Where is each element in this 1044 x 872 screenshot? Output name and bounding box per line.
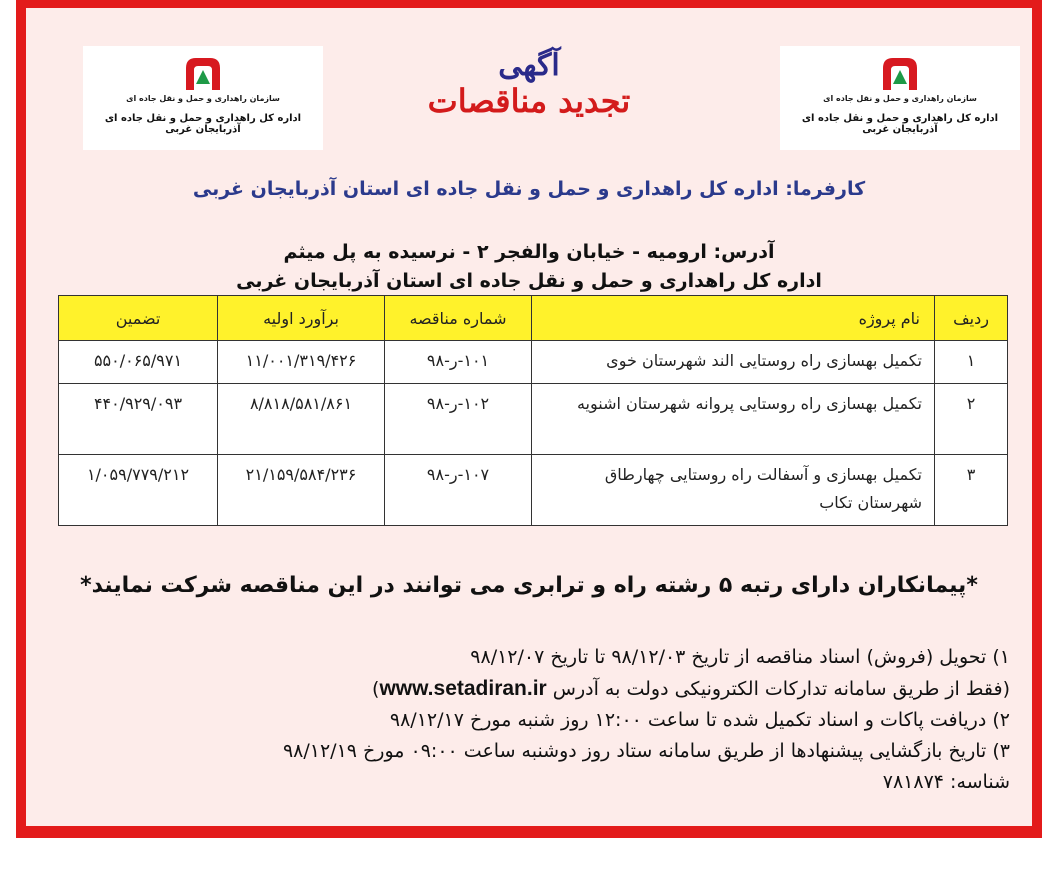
notice-label: آگهی — [498, 48, 560, 83]
address-line: آدرس: ارومیه - خیابان والفجر ۲ - نرسیده به پل میثم — [283, 241, 775, 263]
row-no-cell: ۲ — [935, 384, 1008, 455]
project-cell: تکمیل بهسازی راه روستایی الند شهرستان خوی — [532, 341, 935, 384]
guarantee-cell: ۵۵۰/۰۶۵/۹۷۱ — [59, 341, 218, 384]
note-submission-deadline: ۲) دریافت پاکات و اسناد تکمیل شده تا ساعت ۱۲:۰۰ روز شنبه مورخ ۹۸/۱۲/۱۷ — [389, 709, 1010, 731]
note-sale-dates: ۱) تحویل (فروش) اسناد مناقصه از تاریخ ۹۸/۱۲/۰۳ تا تاریخ ۹۸/۱۲/۰۷ — [470, 646, 1010, 668]
page-title: تجدید مناقصات — [427, 82, 631, 120]
table-row — [59, 384, 1008, 455]
guarantee-cell: ۱/۰۵۹/۷۷۹/۲۱۲ — [59, 455, 218, 526]
col-tender-no: شماره مناقصه — [385, 296, 532, 341]
table-row — [59, 341, 1008, 384]
note-setad-portal — [50, 673, 1010, 705]
ad-id: شناسه: ۷۸۱۸۷۴ — [882, 771, 1010, 793]
note-opening-date: ۳) تاریخ بازگشایی پیشنهادها از طریق سامانه ستاد روز دوشنبه ساعت ۰۹:۰۰ مورخ ۹۸/۱۲/۱۹ — [282, 740, 1010, 762]
col-project: نام پروژه — [532, 296, 935, 341]
logo-org-label: سازمان راهداری و حمل و نقل جاده ای — [126, 94, 280, 103]
estimate-cell: ۱۱/۰۰۱/۳۱۹/۴۲۶ — [218, 341, 385, 384]
col-guarantee: تضمین — [59, 296, 218, 341]
note-setad-close: ) — [372, 678, 380, 700]
table-header-row — [59, 296, 1008, 341]
project-cell: تکمیل بهسازی و آسفالت راه روستایی چهارطاق شهرستان تکاب — [532, 455, 935, 526]
tender-no-cell: ۱۰۷-ر-۹۸ — [385, 455, 532, 526]
tender-no-cell: ۱۰۲-ر-۹۸ — [385, 384, 532, 455]
row-no-cell: ۳ — [935, 455, 1008, 526]
ad-frame — [16, 0, 1042, 838]
table-row — [59, 455, 1008, 526]
tenders-table — [58, 295, 1008, 526]
ad-body — [26, 8, 1032, 826]
row-no-cell: ۱ — [935, 341, 1008, 384]
estimate-cell: ۸/۸۱۸/۵۸۱/۸۶۱ — [218, 384, 385, 455]
guarantee-cell: ۴۴۰/۹۲۹/۰۹۳ — [59, 384, 218, 455]
contractors-note: *پیمانکاران دارای رتبه ۵ رشته راه و ترابری می توانند در این مناقصه شرکت نمایند* — [80, 573, 978, 598]
col-row-no: ردیف — [935, 296, 1008, 341]
notes-block — [50, 642, 1010, 798]
employer-line: کارفرما: اداره کل راهداری و حمل و نقل جاده ای استان آذربایجان غربی — [192, 178, 866, 200]
col-estimate: برآورد اولیه — [218, 296, 385, 341]
setadiran-link[interactable]: www.setadiran.ir — [379, 677, 547, 700]
address-block — [26, 238, 1032, 296]
tender-no-cell: ۱۰۱-ر-۹۸ — [385, 341, 532, 384]
logo-org-label: سازمان راهداری و حمل و نقل جاده ای — [823, 94, 977, 103]
estimate-cell: ۲۱/۱۵۹/۵۸۴/۲۳۶ — [218, 455, 385, 526]
office-line: اداره کل راهداری و حمل و نقل جاده ای استان آذربایجان غربی — [236, 270, 822, 292]
project-cell: تکمیل بهسازی راه روستایی پروانه شهرستان اشنویه — [532, 384, 935, 455]
logo-office-name: اداره کل راهداری و حمل و نقل جاده ای آذربایجان غربی — [801, 113, 999, 135]
note-setad-text: (فقط از طریق سامانه تدارکات الکترونیکی دولت به آدرس — [552, 678, 1010, 700]
logo-office-name: اداره کل راهداری و حمل و نقل جاده ای آذربایجان غربی — [104, 113, 302, 135]
